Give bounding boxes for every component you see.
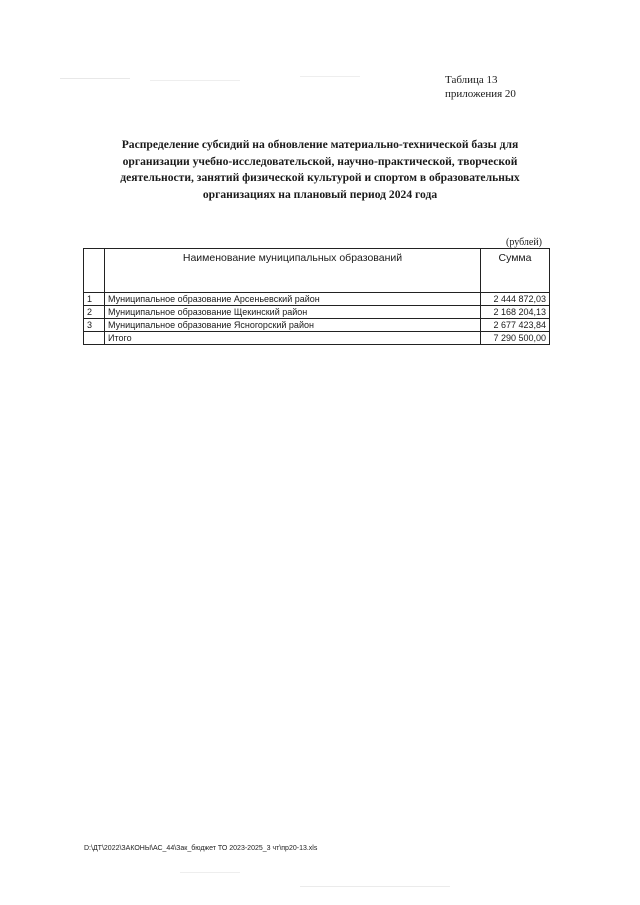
appendix-number: приложения 20 [445,88,516,100]
row-sum: 2 168 204,13 [481,306,550,319]
scan-noise [150,80,240,81]
document-title: Распределение субсидий на обновление материально-технической базы для организации учебно-исследовательской, научно-практической, творческой деятельности, занятий физической культурой и спортом в образовательных организациях на плановый период 2024 года [120,138,520,201]
table-header-row [84,249,550,293]
row-number: 3 [84,319,105,332]
header-municipality: Наименование муниципальных образований [105,249,481,293]
units-label: (рублей) [506,237,543,248]
row-municipality: Муниципальное образование Арсеньевский район [105,293,481,306]
table-row [84,293,550,306]
total-label: Итого [105,332,481,345]
scan-noise [300,886,450,887]
row-sum: 2 444 872,03 [481,293,550,306]
table-reference [445,73,516,101]
file-path-footer: D:\ДТ\2022\ЗАКОНЫ\АС_44\Зак_бюджет ТО 2023-2025_3 чт\пр20-13.xls [84,845,318,852]
total-number [84,332,105,345]
row-municipality: Муниципальное образование Ясногорский район [105,319,481,332]
table-number: Таблица 13 [445,74,498,86]
row-number: 2 [84,306,105,319]
table-row [84,319,550,332]
subsidy-table [83,248,550,345]
row-number: 1 [84,293,105,306]
scan-noise [300,76,360,77]
scan-noise [60,78,130,79]
row-sum: 2 677 423,84 [481,319,550,332]
table-row [84,306,550,319]
scan-noise [180,872,240,873]
row-municipality: Муниципальное образование Щекинский район [105,306,481,319]
header-sum: Сумма [481,249,550,293]
total-sum: 7 290 500,00 [481,332,550,345]
header-number [84,249,105,293]
total-row [84,332,550,345]
